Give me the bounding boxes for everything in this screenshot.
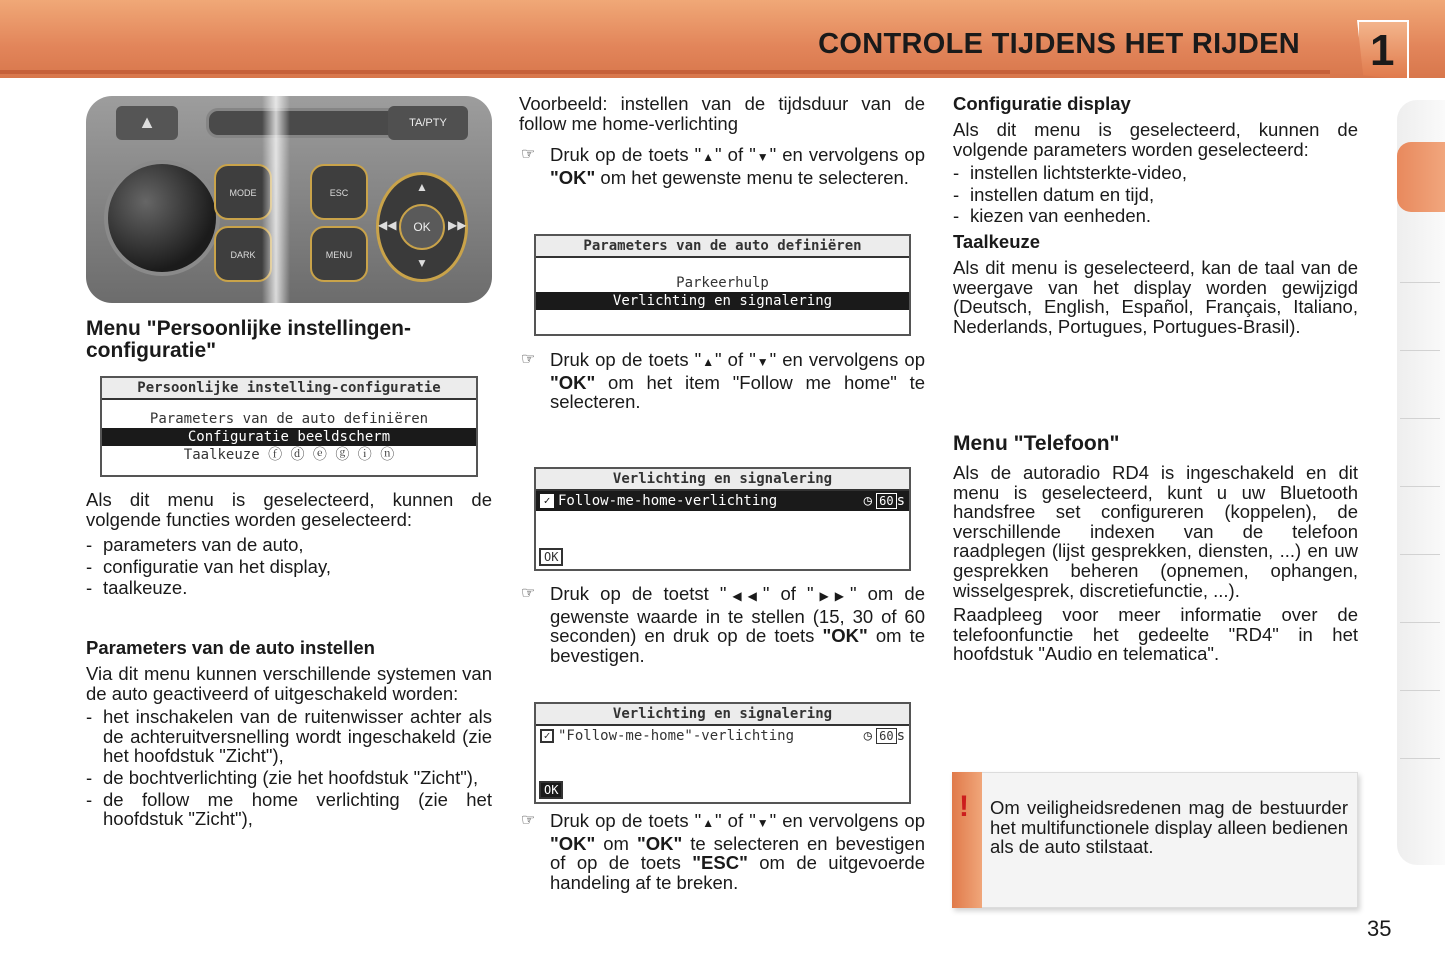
column-right (953, 94, 1358, 336)
down-arrow-icon: ▼ (416, 256, 428, 270)
dark-button: DARK (214, 226, 272, 282)
side-tab-divider (1400, 418, 1440, 419)
ta-button: TA/PTY (388, 106, 468, 140)
step-text: Druk op de toetst "◀◀" of "▶▶" om de gewenste waarde in te stellen (15, 30 of 60 seconden) en druk op de toets "OK" om te bevestigen. (550, 583, 926, 666)
dash: - (86, 555, 93, 577)
step-text: Druk op de toets "▲" of "▼" en vervolgens op "OK" om het gewenste menu te selecteren. (550, 144, 926, 188)
hand-pointer-icon: ☞ (521, 351, 536, 368)
phone-text: Als de autoradio RD4 is ingeschakeld en dit menu is geselecteerd, kunt u uw Bluetooth handsfree set configureren (koppelen), de verschillende indexen van de telefoon raadplegen (lijst gesprekken, diensten, ...) en uw gesprekken beheren (opnemen, ophangen, wisselgesprek, discretiefunctie, ...). (953, 462, 1358, 601)
screen-lighting-edit (534, 467, 911, 571)
params-text: Via dit menu kunnen verschillende systemen van de auto geactiveerd of uitgeschakeld worden: (86, 663, 492, 704)
hand-pointer-icon: ☞ (521, 585, 536, 602)
dash: - (953, 183, 960, 205)
side-tab-divider (1400, 350, 1440, 351)
column-left (86, 318, 492, 362)
screen-personal-settings (100, 376, 478, 477)
params-heading: Parameters van de auto instellen (86, 637, 375, 658)
page-number: 35 (1367, 916, 1392, 941)
intro-text: Als dit menu is geselecteerd, kunnen de volgende functies worden geselecteerd: (86, 489, 492, 530)
up-arrow-icon: ▲ (701, 355, 716, 369)
light-reflection (262, 96, 290, 303)
header-rule (0, 70, 1330, 74)
side-tab-divider (1400, 622, 1440, 623)
phone-more-text: Raadpleeg voor meer informatie over de telefoonfunctie het gedeelte "RD4" in het hoofdstuk "Audio en telematica". (953, 604, 1358, 665)
timer-icon: ◷ (863, 493, 873, 509)
language-heading: Taalkeuze (953, 230, 1041, 252)
mode-button: MODE (214, 164, 272, 220)
side-tab-strip (1397, 100, 1445, 865)
screen-vehicle-params (534, 234, 911, 336)
ok-box: OK (539, 548, 563, 566)
column-middle (519, 94, 925, 187)
up-arrow-icon: ▲ (701, 816, 716, 830)
eject-button: ▲ (116, 106, 178, 140)
checkbox-icon: ✓ (540, 494, 554, 508)
screen-row-selected: ✓ Follow-me-home-verlichting ◷ 60 s (536, 491, 909, 511)
screen-row: Parkeerhulp (676, 275, 769, 291)
volume-knob (104, 160, 220, 276)
side-tab-active (1397, 142, 1445, 212)
phone-heading: Menu "Telefoon" (953, 432, 1120, 455)
side-tab-divider (1400, 282, 1440, 283)
page-title: CONTROLE TIJDENS HET RIJDEN (818, 28, 1300, 60)
side-tab-divider (1400, 758, 1440, 759)
timer-icon: ◷ (863, 728, 873, 744)
language-text: Als dit menu is geselecteerd, kan de taal van de weergave van het display worden gewijzigd (Deutsch, English, Español, Français, Italiano, Nederlands, Portugues, Portugues-Brasil). (953, 256, 1358, 337)
side-tab-divider (1400, 486, 1440, 487)
list-item: instellen lichtsterkte-video, (970, 162, 1187, 184)
dash: - (953, 205, 960, 227)
dash: - (953, 162, 960, 184)
chapter-number: 1 (1370, 26, 1395, 75)
down-arrow-icon: ▼ (755, 816, 770, 830)
step-text: Druk op de toets "▲" of "▼" en vervolgens op "OK" om het item "Follow me home" te selecteren. (550, 349, 926, 413)
screen-title: Persoonlijke instelling-configuratie (102, 378, 476, 400)
warning-text: Om veiligheidsredenen mag de bestuurder het multifunctionele display alleen bedienen als de auto stilstaat. (990, 797, 1348, 858)
display-heading: Configuratie display (953, 93, 1131, 114)
ok-button: OK (399, 204, 445, 250)
side-tab-divider (1400, 554, 1440, 555)
screen-title: Verlichting en signalering (536, 469, 909, 491)
example-text: Voorbeeld: instellen van de tijdsduur van de follow me home-verlichting (519, 93, 925, 134)
step-text: Druk op de toets "▲" of "▼" en vervolgens op "OK" om "OK" te selecteren en bevestigen of op de toets "ESC" om de uitgevoerde handeling af te breken. (550, 810, 926, 893)
menu-button: MENU (310, 226, 368, 282)
dash: - (86, 766, 93, 788)
screen-title: Verlichting en signalering (536, 704, 909, 726)
screen-row: Taalkeuze ⓕ ⓓ ⓔ ⓖ ⓘ ⓝ (183, 447, 395, 463)
dash: - (86, 788, 93, 810)
rewind-icon: ◀◀ (378, 218, 397, 232)
rewind-icon: ◀◀ (726, 589, 763, 603)
list-item: het inschakelen van de ruitenwisser achter als de achteruitversnelling wordt ingeschakeld (zie het hoofdstuk "Zicht"), (103, 706, 492, 767)
radio-console-image (86, 96, 492, 303)
display-text: Als dit menu is geselecteerd, kunnen de volgende parameters worden geselecteerd: (953, 119, 1358, 160)
screen-lighting-confirm (534, 702, 911, 804)
list-item: kiezen van eenheden. (970, 205, 1152, 227)
column-left-text (86, 490, 492, 598)
list-item: parameters van de auto, (103, 534, 304, 556)
screen-title: Parameters van de auto definiëren (536, 236, 909, 258)
hand-pointer-icon: ☞ (521, 146, 536, 164)
warning-icon: ! (959, 790, 969, 823)
esc-button: ESC (310, 164, 368, 220)
forward-icon: ▶▶ (813, 589, 850, 603)
list-item: configuratie van het display, (103, 555, 331, 577)
down-arrow-icon: ▼ (755, 150, 770, 165)
up-arrow-icon: ▲ (416, 180, 428, 194)
list-item: de follow me home verlichting (zie het hoofdstuk "Zicht"), (103, 788, 492, 830)
dash: - (86, 577, 93, 599)
list-item: instellen datum en tijd, (970, 183, 1155, 205)
forward-icon: ▶▶ (448, 218, 467, 232)
menu-heading: Menu "Persoonlijke instellingen-configuratie" (86, 317, 412, 362)
params-section (86, 638, 492, 829)
screen-row: Parameters van de auto definiëren (149, 411, 429, 427)
screen-row: ✓ "Follow-me-home"-verlichting ◷ 60 s (536, 726, 909, 746)
ok-box-selected: OK (539, 781, 563, 799)
step-four (519, 811, 925, 892)
dash: - (86, 706, 93, 728)
hand-pointer-icon: ☞ (521, 812, 536, 829)
screen-row-selected: Configuratie beeldscherm (102, 428, 476, 446)
step-two (519, 350, 925, 412)
step-three (519, 584, 925, 665)
list-item: de bochtverlichting (zie het hoofdstuk "Zicht"), (103, 766, 479, 788)
list-item: taalkeuze. (103, 577, 188, 599)
down-arrow-icon: ▼ (755, 355, 770, 369)
up-arrow-icon: ▲ (701, 150, 716, 165)
screen-row-selected: Verlichting en signalering (536, 292, 909, 310)
checkbox-icon: ✓ (540, 729, 554, 743)
side-tab-divider (1400, 690, 1440, 691)
dash: - (86, 534, 93, 556)
phone-section (953, 433, 1358, 664)
